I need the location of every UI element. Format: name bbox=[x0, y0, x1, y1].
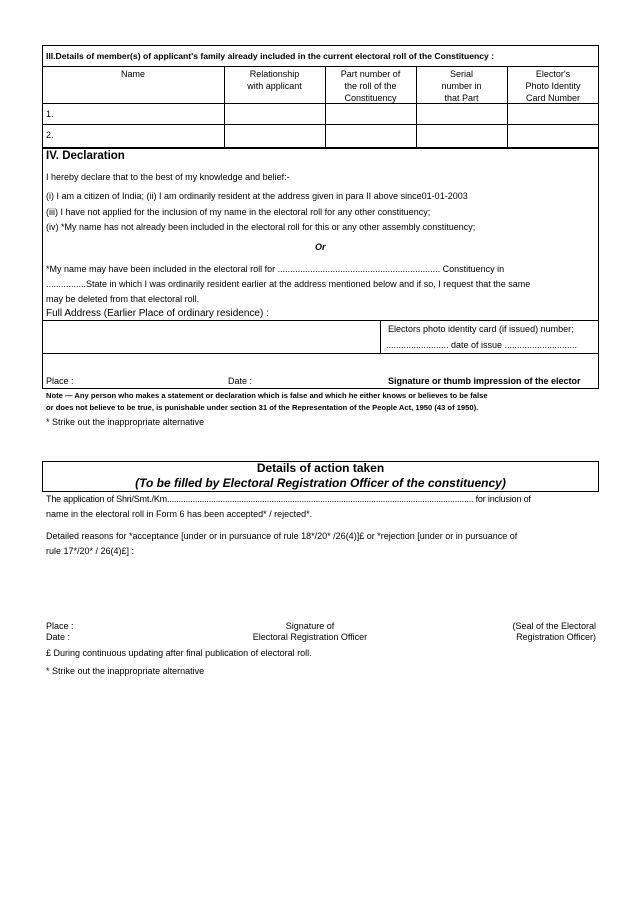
ero-seal-block: (Seal of the Electoral Registration Officer) bbox=[512, 621, 596, 642]
section3-heading: III.Details of member(s) of applicant's family already included in the current electoral roll of the Constituency : bbox=[46, 51, 495, 61]
col-header-name: Name bbox=[120, 69, 145, 79]
reasons-line-2: rule 17*/20* / 26(4)£] : bbox=[46, 546, 135, 556]
full-address-label: Full Address (Earlier Place of ordinary residence) : bbox=[46, 308, 269, 319]
col-header-epic-number: Elector's Photo Identity Card Number bbox=[525, 69, 581, 103]
continuous-updating-footnote: £ During continuous updating after final publication of electoral roll. bbox=[46, 648, 312, 658]
reasons-line-1: Detailed reasons for *acceptance [under or in pursuance of rule 18*/20* /26(4)]£ or *rejection [under or in pursuance of bbox=[46, 531, 518, 541]
epic-number-label: Electors photo identity card (if issued) number; bbox=[388, 324, 574, 334]
or-separator: Or bbox=[315, 242, 326, 252]
col-header-serial-number: Serial number in that Part bbox=[441, 69, 482, 103]
table-row-number: 1. bbox=[46, 109, 54, 119]
action-subtitle: (To be filled by Electoral Registration Officer of the constituency) bbox=[135, 476, 506, 490]
date-label: Date : bbox=[228, 376, 253, 386]
epic-date-of-issue: ......................... date of issue ............................. bbox=[386, 340, 578, 350]
alternative-line-2: ................State in which I was ordinarily resident earlier at the address mentioned below and if so, I request that the same bbox=[46, 279, 531, 289]
declaration-intro: I hereby declare that to the best of my knowledge and belief:- bbox=[46, 172, 290, 182]
col-header-relationship: Relationship with applicant bbox=[247, 69, 302, 91]
ero-signature-block: Signature of Electoral Registration Officer bbox=[252, 621, 368, 642]
place-label: Place : bbox=[46, 376, 74, 386]
application-line-2: name in the electoral roll in Form 6 has been accepted* / rejected*. bbox=[46, 509, 313, 519]
action-title: Details of action taken bbox=[256, 461, 385, 475]
col-header-part-number: Part number of the roll of the Constituency bbox=[340, 69, 401, 103]
action-strike-note: * Strike out the inappropriate alternative bbox=[46, 666, 205, 676]
table-row-number: 2. bbox=[46, 130, 54, 140]
ero-place-label: Place : bbox=[46, 621, 74, 631]
legal-note-line-2: or does not believe to be true, is punishable under section 31 of the Representation of the People Act, 1950 (43 of 1950). bbox=[46, 403, 479, 412]
alternative-line-1: *My name may have been included in the electoral roll for ................................................................. Constituency in bbox=[46, 264, 505, 274]
alternative-line-3: may be deleted from that electoral roll. bbox=[46, 294, 200, 304]
strike-note: * Strike out the inappropriate alternative bbox=[46, 417, 205, 427]
declaration-item-3: (iii) I have not applied for the inclusion of my name in the electoral roll for any other constituency; bbox=[46, 207, 431, 217]
declaration-item-1: (i) I am a citizen of India; (ii) I am ordinarily resident at the address given in para II above since01-01-2003 bbox=[46, 191, 468, 201]
application-line-1: The application of Shri/Smt./Km.................................................................................................................................... for inclusion of bbox=[46, 494, 531, 504]
legal-note-line-1: Note — Any person who makes a statement or declaration which is false and which he either knows or believes to be false bbox=[46, 391, 488, 400]
declaration-item-4: (iv) *My name has not already been included in the electoral roll for this or any other assembly constituency; bbox=[46, 222, 476, 232]
elector-signature-label: Signature or thumb impression of the elector bbox=[388, 376, 581, 386]
section4-heading: IV. Declaration bbox=[46, 150, 125, 162]
ero-date-label: Date : bbox=[46, 632, 71, 642]
